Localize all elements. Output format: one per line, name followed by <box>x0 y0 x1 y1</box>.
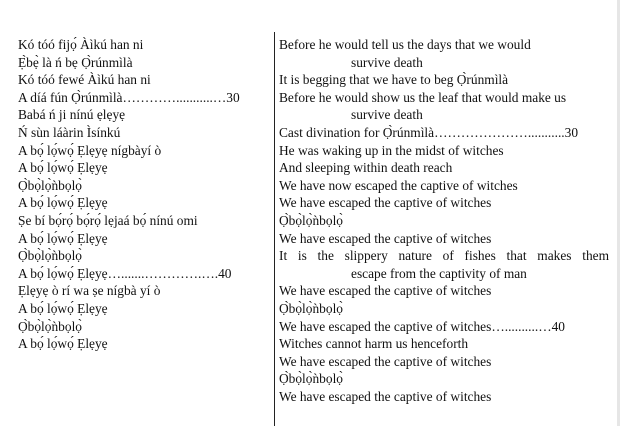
verse-line: A bọ́ lọ́wọ́ Ẹlẹyẹ….......………….….40 <box>18 265 232 281</box>
verse-line: A bọ́ lọ́wọ́ Ẹlẹyẹ <box>18 300 108 316</box>
verse-line: A bọ́ lọ́wọ́ Ẹlẹyẹ <box>18 160 108 176</box>
verse-line: Ṣe bí bọ́rọ́ bọ́rọ́ lẹjaá bọ́ nínú omi <box>18 212 198 228</box>
translation-line: Ọ̀bọ̀lọ̀ǹbọlọ̀ <box>279 371 343 387</box>
column-divider <box>274 32 275 426</box>
translation-line: It is the slippery nature of fishes that makes them <box>279 248 609 264</box>
translation-line: We have escaped the captive of witches…..........…40 <box>279 318 565 334</box>
verse-line: Ọ̀bọ̀lọ̀ǹbọlọ̀ <box>18 177 82 193</box>
translation-line: We have escaped the captive of witches <box>279 230 492 246</box>
verse-line: Ọ̀bọ̀lọ̀ǹbọlọ̀ <box>18 248 82 264</box>
translation-line: We have escaped the captive of witches <box>279 195 492 211</box>
verse-line: A díá fún Ọ̀rúnmìlà…………...........…30 <box>18 89 240 105</box>
translation-line: We have now escaped the captive of witches <box>279 177 518 193</box>
verse-line: Kó tóó fijọ́ Àìkú han ni <box>18 37 144 52</box>
verse-line: A bọ́ lọ́wọ́ Ẹlẹyẹ <box>18 195 108 211</box>
verse-line: Kó tóó fewé Àìkú han ni <box>18 72 151 88</box>
verse-line: A bọ́ lọ́wọ́ Ẹlẹyẹ <box>18 230 108 246</box>
translation-line: We have escaped the captive of witches <box>279 283 492 299</box>
translation-line: survive death <box>351 107 423 123</box>
verse-line: A bọ́ lọ́wọ́ Ẹlẹyẹ nígbàyí ò <box>18 142 162 158</box>
translation-line: It is begging that we have to beg Ọ̀rúnmìlà <box>279 72 509 88</box>
verse-line: Babá ń ji nínú ẹlẹyẹ <box>18 107 126 123</box>
verse-line: Ọ̀bọ̀lọ̀ǹbọlọ̀ <box>18 318 82 334</box>
verse-line: A bọ́ lọ́wọ́ Ẹlẹyẹ <box>18 336 108 352</box>
translation-line: Ọ̀bọ̀lọ̀ǹbọlọ̀ <box>279 212 343 228</box>
translation-line: Before he would tell us the days that we would <box>279 37 531 52</box>
translation-line: He was waking up in the midst of witches <box>279 142 504 158</box>
translation-line: survive death <box>351 54 423 70</box>
yoruba-verse-column <box>18 36 270 353</box>
translation-line: We have escaped the captive of witches <box>279 388 492 404</box>
verse-line: Ń sùn láàrin Ìsínkú <box>18 124 121 140</box>
translation-line: Before he would show us the leaf that would make us <box>279 89 567 105</box>
verse-line: Ẹlẹyẹ ò rí wa ṣe nígbà yí ò <box>18 283 161 299</box>
verse-line: Ẹ̀bẹ̀ là ń bẹ Ọ̀rúnmìlà <box>18 54 133 70</box>
translation-line: Cast divination for Ọ̀rúnmìlà…………………...........30 <box>279 124 579 140</box>
translation-line: We have escaped the captive of witches <box>279 353 492 369</box>
translation-line: Witches cannot harm us henceforth <box>279 336 469 352</box>
translation-line: Ọ̀bọ̀lọ̀ǹbọlọ̀ <box>279 300 343 316</box>
translation-line: escape from the captivity of man <box>351 265 527 281</box>
translation-line: And sleeping within death reach <box>279 160 453 176</box>
english-translation-column <box>279 36 609 405</box>
